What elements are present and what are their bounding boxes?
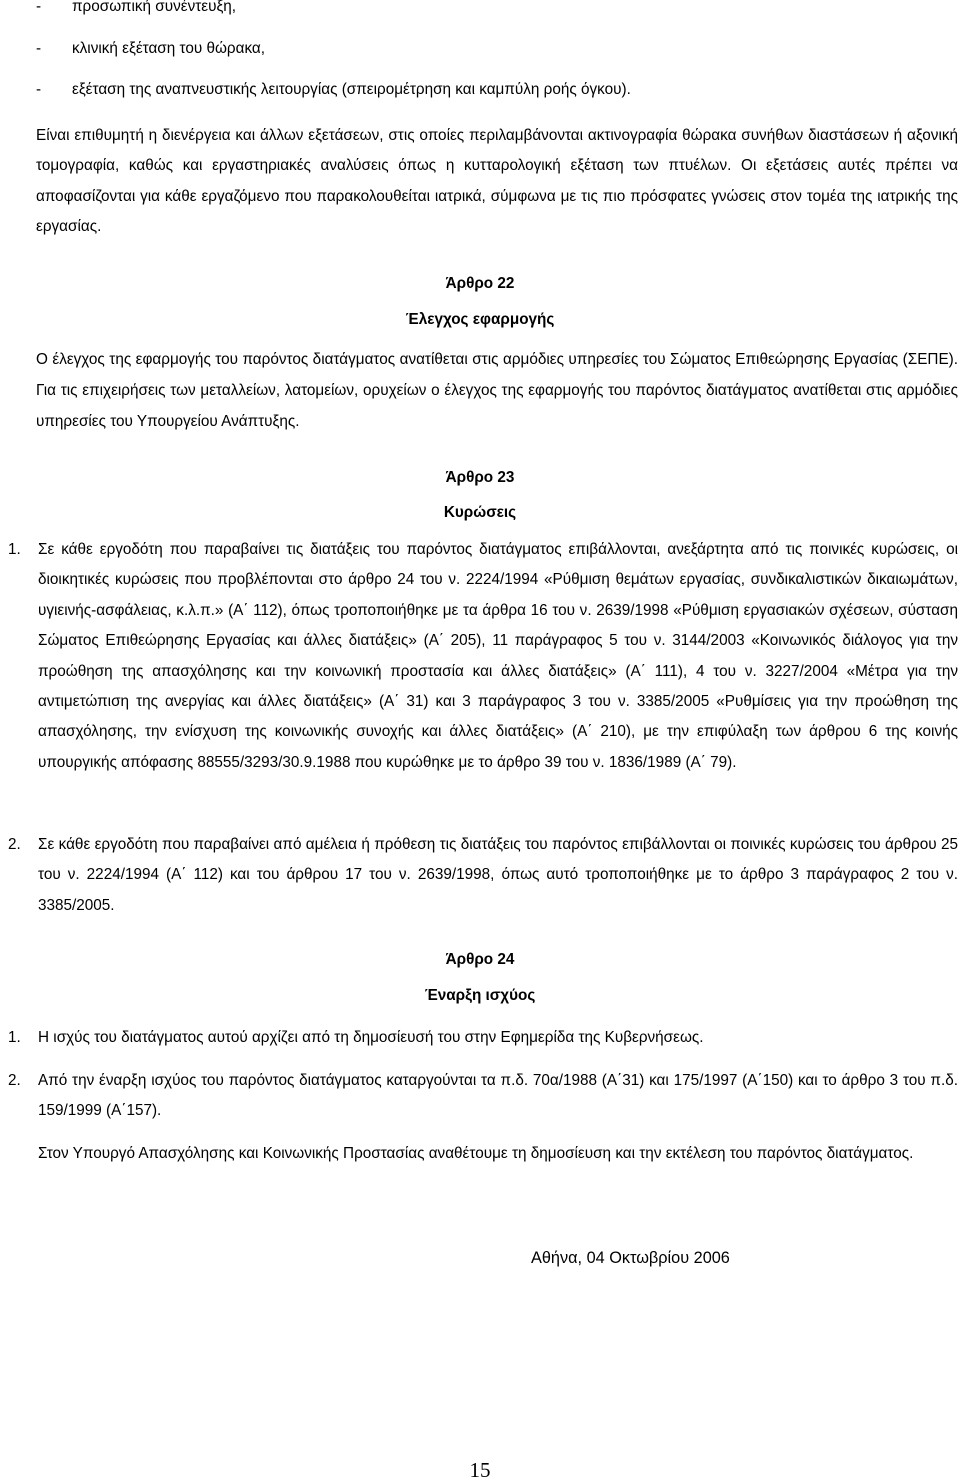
- page-number: 15: [469, 1458, 491, 1482]
- bullet-dash: -: [36, 40, 42, 57]
- article-22-title: Έλεγχος εφαρμογής: [405, 311, 555, 328]
- article-23-title: Κυρώσεις: [443, 504, 517, 521]
- bullet-dash: -: [36, 0, 42, 15]
- bullet-item: [36, 79, 631, 101]
- article-24-number: Άρθρο 24: [445, 951, 515, 968]
- item-number: 2.: [8, 836, 21, 853]
- article-22-text: Ο έλεγχος της εφαρμογής του παρόντος διατάγματος ανατίθεται στις αρμόδιες υπηρεσίες του Σώματος Επιθεώρησης Εργασίας (ΣΕΠΕ). Για τις επιχειρήσεις των μεταλλείων, λατομείων, ορυχείων ο έλεγχος της εφαρμογής του παρόντος διατάγματος ανατίθεται στις αρμόδιες υπηρεσίες του Υπουργείου Ανάπτυξης.: [36, 351, 958, 430]
- item-text: Από την έναρξη ισχύος του παρόντος διατάγματος καταργούνται τα π.δ. 70α/1988 (Α΄31) και 175/1997 (Α΄150) και το άρθρο 3 του π.δ. 159/1999 (Α΄157).: [38, 1072, 958, 1120]
- item-number: 2.: [8, 1072, 21, 1089]
- item-text: Σε κάθε εργοδότη που παραβαίνει τις διατάξεις του παρόντος διατάγματος επιβάλλονται, ανεξάρτητα από τις ποινικές κυρώσεις, οι διοικητικές κυρώσεις που προβλέπονται στο άρθρο 24 του ν. 2224/1994 «Ρύθμιση θεμάτων εργασίας, συνδικαλιστικών δικαιωμάτων, υγιεινής-ασφάλειας, κ.λ.π.» (Α΄ 112), όπως τροποποιήθηκε με τα άρθρα 16 του ν. 2639/1998 «Ρύθμιση εργασιακών σχέσεων, σύσταση Σώματος Επιθεώρησης Εργασίας και άλλες διατάξεις» (Α΄ 205), 11 παράγραφος 5 του ν. 3144/2003 «Κοινωνικός διάλογος για την προώθηση της απασχόλησης και την κοινωνική προστασία και άλλες διατάξεις» (Α΄ 111), 4 του ν. 3227/2004 «Μέτρα για την αντιμετώπιση της ανεργίας και άλλες διατάξεις» (Α΄ 31) και 3 παράγραφος 3 του ν. 3385/2005 «Ρυθμίσεις για την προώθηση της απασχόλησης, την ενίσχυση της κοινωνικής συνοχής και άλλες διατάξεις» (Α΄ 210), με την επιφύλαξη των άρθρου 6 της κοινής υπουργικής απόφασης 88555/3293/30.9.1988 που κυρώθηκε με το άρθρο 39 του ν. 1836/1989 (Α΄ 79).: [38, 541, 958, 771]
- article-23-number: Άρθρο 23: [445, 469, 515, 486]
- closing-paragraph: Στον Υπουργό Απασχόλησης και Κοινωνικής Προστασίας αναθέτουμε τη δημοσίευση και την εκτέλεση του παρόντος διατάγματος.: [38, 1145, 914, 1162]
- item-text: Η ισχύς του διατάγματος αυτού αρχίζει από τη δημοσίευσή του στην Εφημερίδα της Κυβερνήσεως.: [38, 1029, 704, 1046]
- item-number: 1.: [8, 1029, 21, 1046]
- bullet-dash: -: [36, 81, 42, 98]
- bullet-item: [36, 38, 265, 60]
- item-number: 1.: [8, 541, 21, 558]
- article-22-number: Άρθρο 22: [445, 275, 515, 292]
- article-24-title: Έναρξη ισχύος: [424, 987, 536, 1004]
- bullet-text: κλινική εξέταση του θώρακα,: [72, 40, 266, 57]
- bullet-item: [36, 0, 236, 18]
- item-text: Σε κάθε εργοδότη που παραβαίνει από αμέλεια ή πρόθεση τις διατάξεις του παρόντος επιβάλλονται οι ποινικές κυρώσεις του άρθρου 25 του ν. 2224/1994 (Α΄ 112) και του άρθρου 17 του ν. 2639/1998, όπως αυτό τροποποιήθηκε με το άρθρο 3 παράγραφος 2 του ν. 3385/2005.: [38, 836, 958, 914]
- signature-date: Αθήνα, 04 Οκτωβρίου 2006: [531, 1249, 730, 1267]
- bullet-text: προσωπική συνέντευξη,: [72, 0, 237, 15]
- intro-paragraph: Είναι επιθυμητή η διενέργεια και άλλων εξετάσεων, στις οποίες περιλαμβάνονται ακτινογραφία θώρακα συνήθων διαστάσεων ή αξονική τομογραφία, καθώς και εργαστηριακές αναλύσεις όπως η κυτταρολογική εξέταση των πτυέλων. Οι εξετάσεις αυτές πρέπει να αποφασίζονται για κάθε εργαζόμενο που παρακολουθείται ιατρικά, σύμφωνα με τις πιο πρόσφατες γνώσεις στον τομέα της ιατρικής της εργασίας.: [36, 127, 958, 236]
- bullet-text: εξέταση της αναπνευστικής λειτουργίας (σπειρομέτρηση και καμπύλη ροής όγκου).: [72, 81, 631, 98]
